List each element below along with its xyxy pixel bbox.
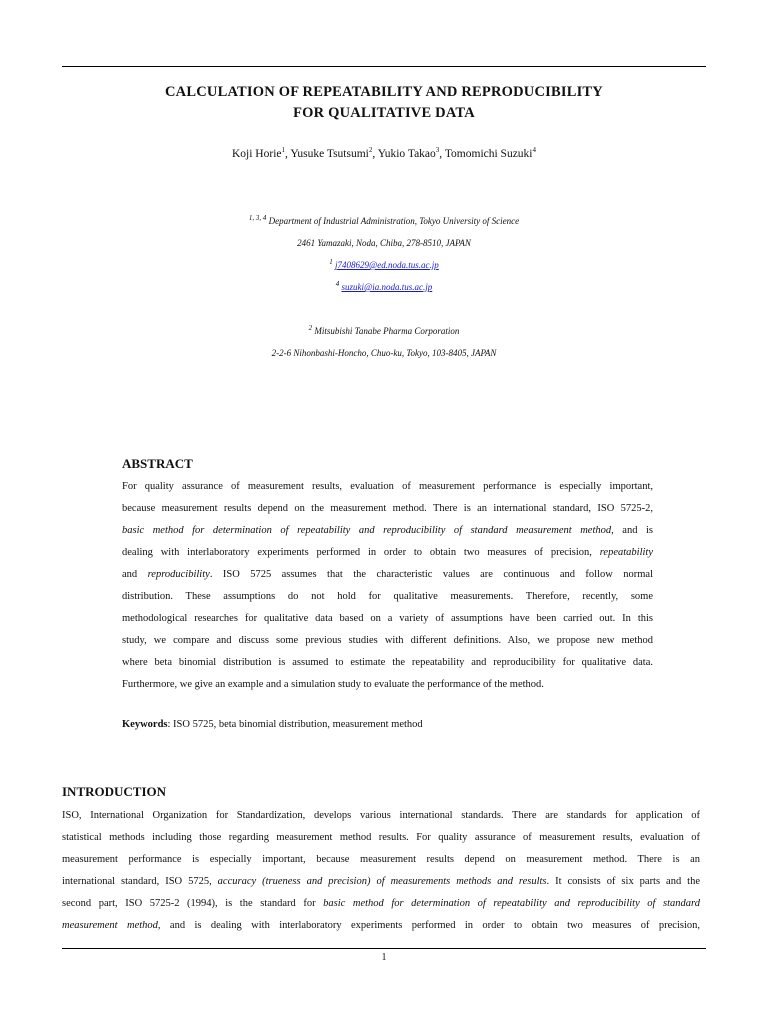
introduction-line <box>62 849 700 871</box>
body-text: , and is dealing with interlaboratory experiments performed in order to obtain two measures of precision, <box>157 920 700 931</box>
abstract-line <box>122 674 653 696</box>
italic-text: reproducibility <box>147 569 210 580</box>
keywords-label: Keywords <box>122 719 168 730</box>
body-text: . It consists of six parts and the <box>546 876 700 887</box>
abstract-line <box>122 498 653 520</box>
author-affiliation-marker: 3 <box>435 146 440 155</box>
email-4-marker: 4 <box>335 280 340 288</box>
author-affiliation-marker: 2 <box>368 146 373 155</box>
title-line-2: FOR QUALITATIVE DATA <box>293 105 475 121</box>
body-text: study, we compare and discuss some previous studies with different definitions. Also, we propose new method <box>122 635 653 646</box>
author-list <box>62 148 706 160</box>
italic-text: basic method for determination of repeatability and reproducibility of standard <box>323 898 700 909</box>
body-text: methodological researches for qualitative data based on a variety of assumptions have been carried out. In this <box>122 613 653 624</box>
italic-text: repeatability <box>599 547 653 558</box>
author-name: Yukio Takao <box>377 148 436 160</box>
email-4-link[interactable]: suzuki@ia.noda.tus.ac.jp <box>341 282 433 292</box>
affiliation-1-marker: 1, 3, 4 <box>248 214 267 222</box>
italic-text: measurement method <box>62 920 158 931</box>
page-number: 1 <box>381 952 387 963</box>
body-text: because measurement results depend on the measurement method. There is an international standard, ISO 5725-2, <box>122 503 653 514</box>
body-text: ISO, International Organization for Standardization, develops various international standards. There are standards for application of <box>62 810 700 821</box>
email-4 <box>62 282 706 292</box>
keywords-line <box>122 719 423 730</box>
abstract-line <box>122 542 653 564</box>
introduction-line <box>62 893 700 915</box>
author-affiliation-marker: 1 <box>281 146 285 155</box>
body-text: and <box>122 569 148 580</box>
email-1 <box>62 260 706 270</box>
abstract-line <box>122 520 653 542</box>
body-text: international standard, ISO 5725, <box>62 876 218 887</box>
author-separator: , <box>372 148 378 160</box>
introduction-line <box>62 805 700 827</box>
introduction-line <box>62 915 700 937</box>
abstract-line <box>122 586 653 608</box>
bottom-rule <box>62 948 706 949</box>
email-1-marker: 1 <box>329 258 333 266</box>
affiliation-1 <box>62 216 706 226</box>
body-text: distribution. These assumptions do not hold for qualitative measurements. Therefore, recently, some <box>122 591 653 602</box>
body-text: second part, ISO 5725-2 (1994), is the standard for <box>62 898 324 909</box>
affiliation-1-text: Department of Industrial Administration, Tokyo University of Science <box>266 216 520 226</box>
affiliation-2-address: 2-2-6 Nihonbashi-Honcho, Chuo-ku, Tokyo, 103-8405, JAPAN <box>271 348 497 358</box>
body-text: statistical methods including those regarding measurement method results. For quality assurance of measurement results, evaluation of <box>62 832 700 843</box>
body-text: For quality assurance of measurement results, evaluation of measurement performance is especially important, <box>122 481 653 492</box>
body-text: , and is <box>611 525 653 536</box>
introduction-line <box>62 827 700 849</box>
introduction-line <box>62 871 700 893</box>
title-line-1: CALCULATION OF REPEATABILITY AND REPRODUCIBILITY <box>165 84 603 100</box>
author-separator: , <box>285 148 291 160</box>
abstract-line <box>122 608 653 630</box>
body-text: Furthermore, we give an example and a simulation study to evaluate the performance of the method. <box>122 679 544 690</box>
introduction-body <box>62 805 700 937</box>
author-name: Koji Horie <box>231 148 282 160</box>
affiliation-2-marker: 2 <box>308 324 313 332</box>
body-text: dealing with interlaboratory experiments performed in order to obtain two measures of precision, <box>122 547 600 558</box>
abstract-line <box>122 652 653 674</box>
introduction-heading: INTRODUCTION <box>62 784 167 799</box>
abstract-line <box>122 630 653 652</box>
body-text: . ISO 5725 assumes that the characteristic values are continuous and follow normal <box>209 569 653 580</box>
body-text: measurement performance is especially important, because measurement results depend on measurement method. There is an <box>62 854 700 865</box>
keywords-text: : ISO 5725, beta binomial distribution, measurement method <box>167 719 423 730</box>
affiliation-2 <box>62 326 706 336</box>
author-name: Yusuke Tsutsumi <box>290 148 369 160</box>
paper-title <box>62 82 706 124</box>
abstract-line <box>122 476 653 498</box>
top-rule <box>62 66 706 67</box>
body-text: where beta binomial distribution is assumed to estimate the repeatability and reproducibility for qualitative data. <box>122 657 653 668</box>
author-affiliation-marker: 4 <box>532 146 537 155</box>
email-1-link[interactable]: j7408629@ed.noda.tus.ac.jp <box>334 260 439 270</box>
italic-text: accuracy (trueness and precision) of measurements methods and results <box>217 876 547 887</box>
abstract-body <box>122 476 653 696</box>
affiliation-2-text: Mitsubishi Tanabe Pharma Corporation <box>312 326 460 336</box>
abstract-heading: ABSTRACT <box>122 456 193 471</box>
affiliation-1-address: 2461 Yamazaki, Noda, Chiba, 278-8510, JAPAN <box>297 238 471 248</box>
author-name: Tomomichi Suzuki <box>444 148 533 160</box>
author-separator: , <box>439 148 445 160</box>
italic-text: basic method for determination of repeatability and reproducibility of standard measurement method <box>122 525 612 536</box>
abstract-line <box>122 564 653 586</box>
